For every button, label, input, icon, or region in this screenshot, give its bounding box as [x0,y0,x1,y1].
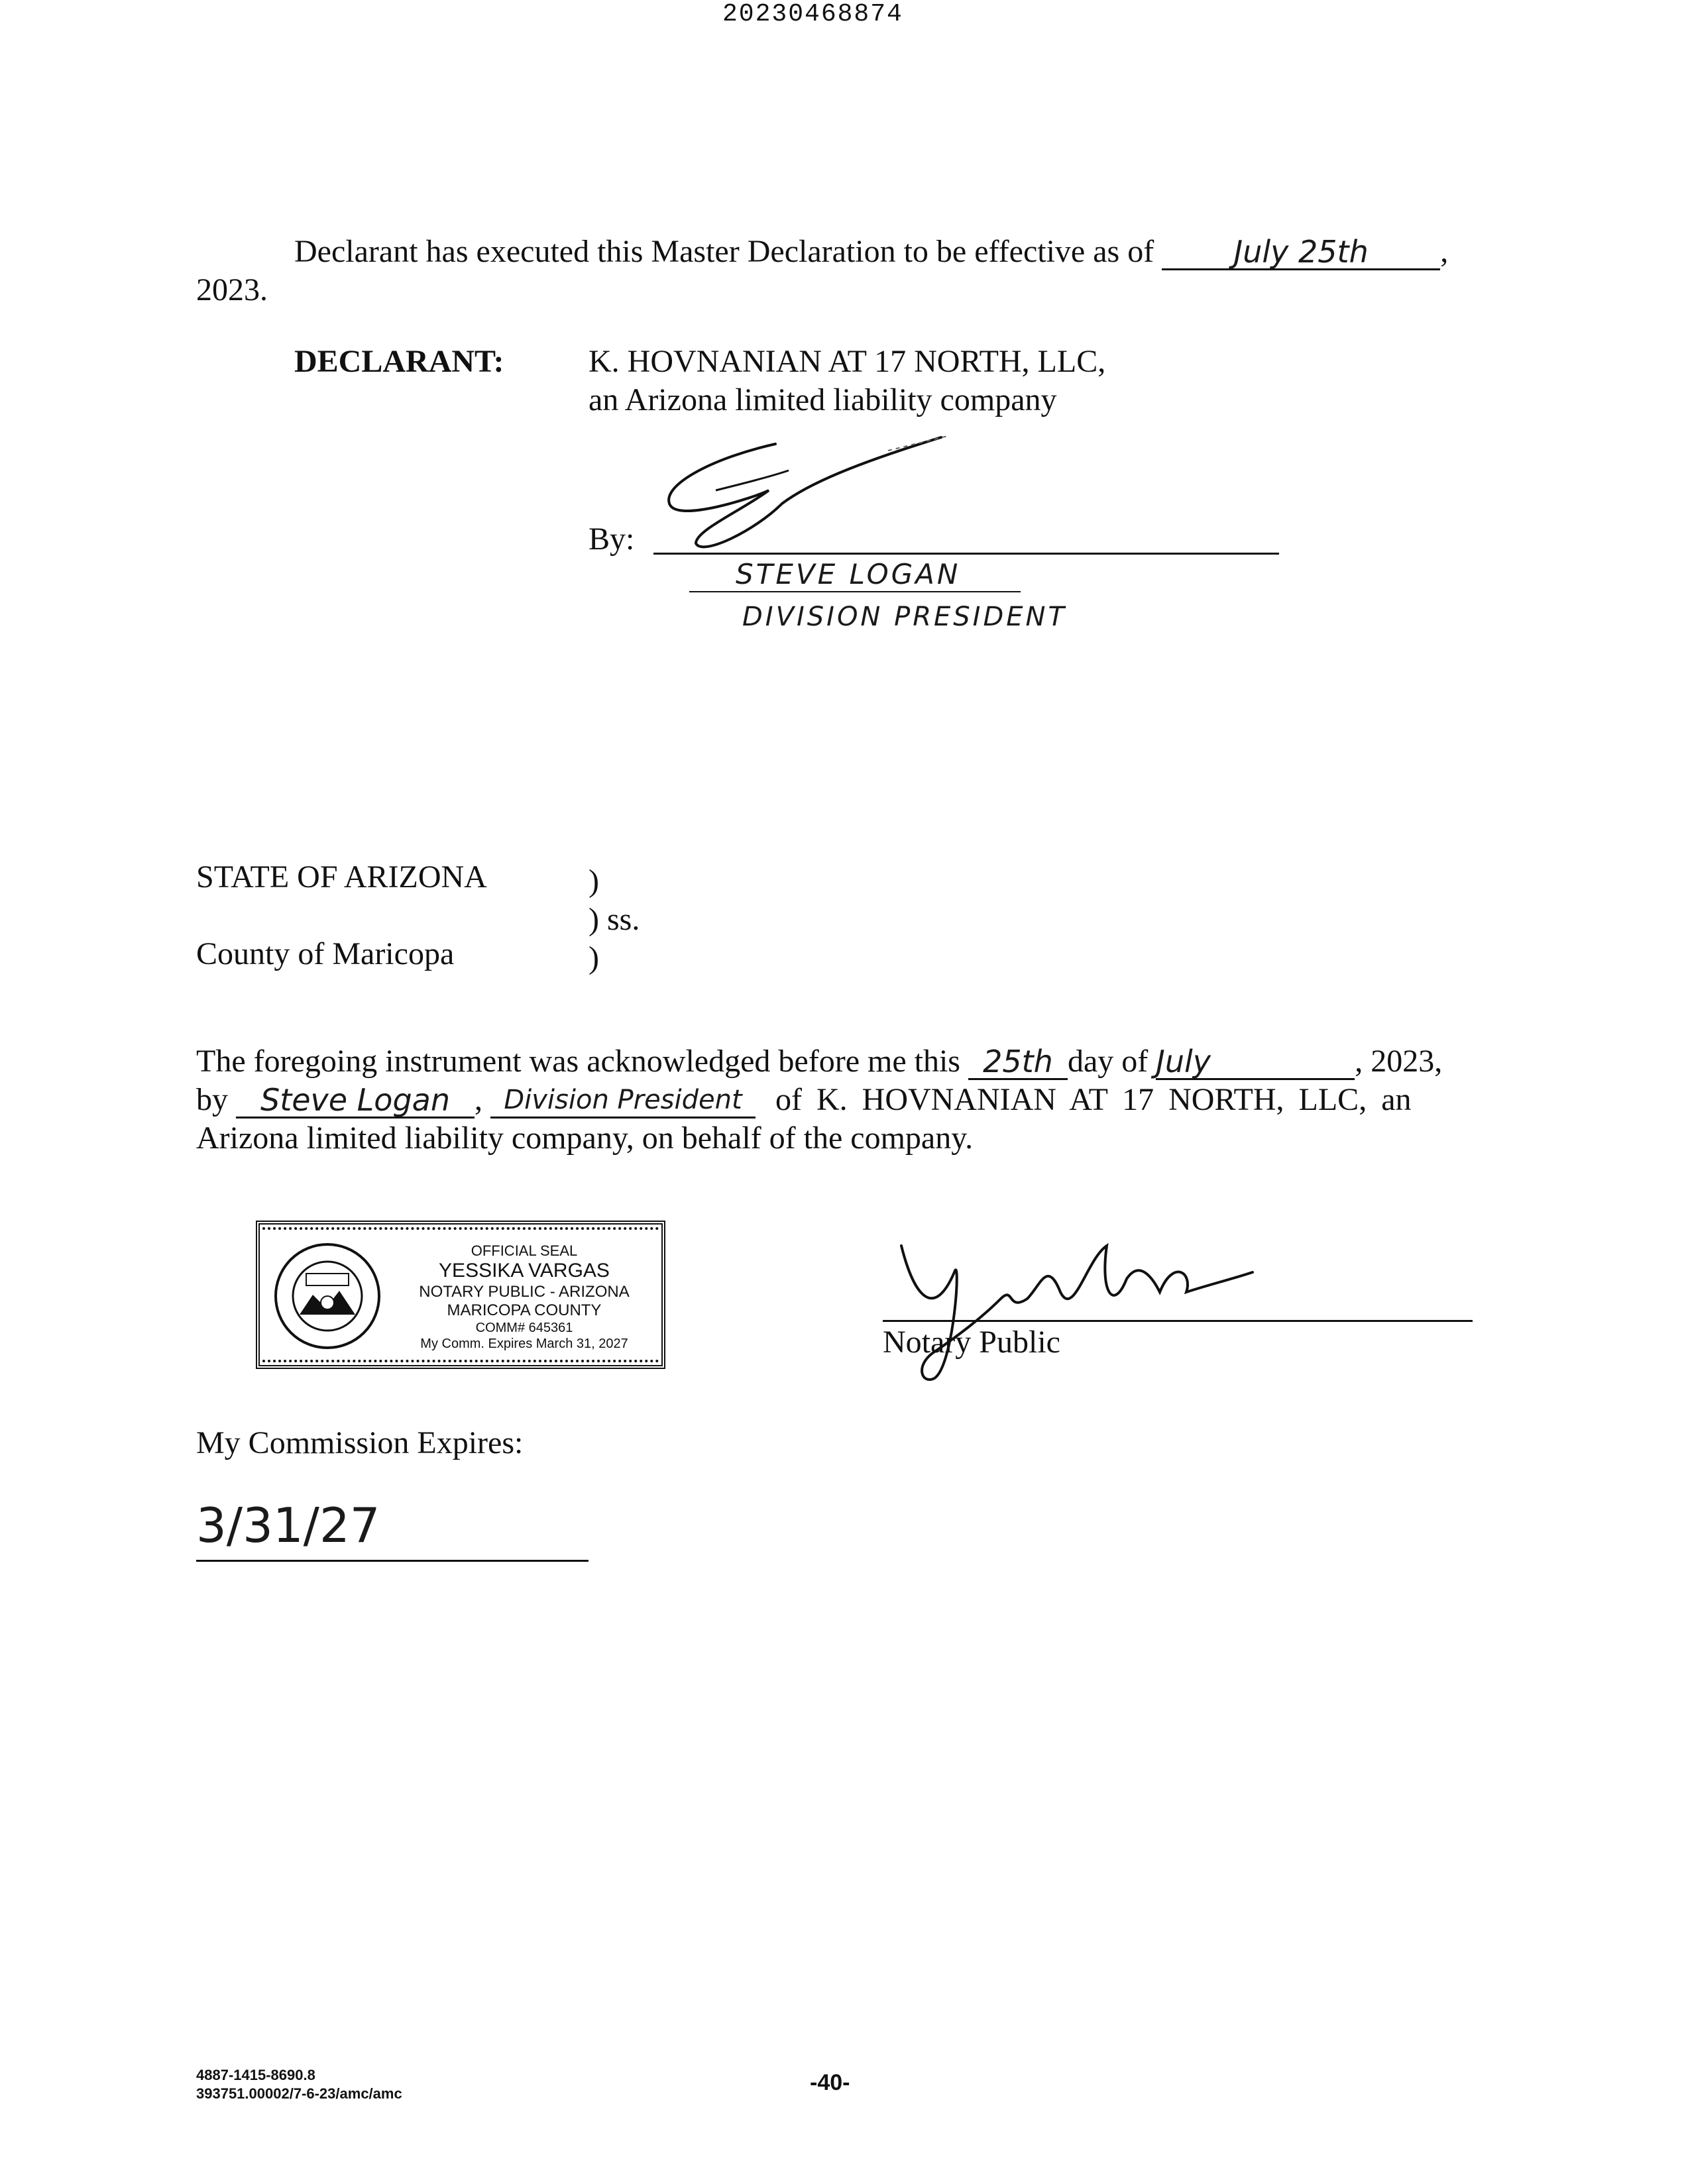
seal-line-notary: NOTARY PUBLIC - ARIZONA [419,1283,630,1301]
declarant-company: K. HOVNANIAN AT 17 NORTH, LLC, [589,344,1106,379]
execution-sentence: Declarant has executed this Master Declaration to be effective as of [294,234,1154,269]
venue-state: STATE OF ARIZONA [196,859,487,895]
commission-expires-label: My Commission Expires: [196,1425,524,1460]
commission-date-handwritten: 3/31/27 [196,1498,380,1553]
acknowledgment-line-1 [196,1043,1442,1080]
by-label: By: [589,521,635,557]
arizona-state-seal-icon [273,1242,382,1350]
notary-public-label: Notary Public [883,1325,1060,1360]
seal-line-name: YESSIKA VARGAS [439,1260,610,1282]
ack-month-handwritten: July [1156,1045,1355,1080]
ack-comma: , [475,1082,482,1117]
recording-number: 20230468874 [722,0,903,28]
page-number: -40- [810,2070,850,2095]
ack-text-1: The foregoing instrument was acknowledged before me this [196,1044,960,1079]
declarant-label: DECLARANT: [294,344,504,379]
signature-line [653,553,1279,555]
execution-year: 2023. [196,272,268,307]
seal-line-county: MARICOPA COUNTY [447,1301,602,1319]
venue-county: County of Maricopa [196,936,455,971]
venue-paren-1: ) [589,863,599,899]
execution-comma: , [1440,234,1449,269]
ack-text-3: , 2023, [1355,1044,1443,1079]
ack-day-handwritten: 25th [968,1045,1068,1080]
venue-paren-3: ) [589,940,599,975]
ack-text-2: day of [1067,1044,1149,1079]
declarant-signature-scribble [636,431,981,563]
notary-signature-scribble [875,1219,1259,1392]
notary-seal-stamp [256,1221,665,1369]
signer-name-handwritten: STEVE LOGAN [736,558,961,590]
seal-line-official: OFFICIAL SEAL [471,1242,578,1259]
commission-date-line [196,1560,589,1562]
ack-text-4: of K. HOVNANIAN AT 17 NORTH, LLC, an [775,1082,1412,1117]
ack-title-handwritten: Division President [490,1083,756,1119]
footer-doc-id-1: 4887-1415-8690.8 [196,2067,315,2083]
signer-title-handwritten: DIVISION PRESIDENT [742,602,1067,632]
notary-signature-line [883,1320,1473,1322]
venue-ss: ) ss. [589,902,640,937]
acknowledgment-line-2 [196,1081,1412,1119]
acknowledgment-line-3: Arizona limited liability company, on behalf of the company. [196,1120,974,1156]
ack-by: by [196,1082,228,1117]
seal-line-commission-number: COMM# 645361 [475,1321,573,1335]
declarant-company-description: an Arizona limited liability company [589,382,1057,417]
footer-doc-id-2: 393751.00002/7-6-23/amc/amc [196,2085,402,2102]
effective-date-handwritten: July 25th [1162,235,1440,270]
execution-paragraph [294,233,1448,270]
seal-line-expiration: My Comm. Expires March 31, 2027 [420,1337,628,1351]
seal-border-top [262,1227,659,1239]
signer-name-underline [689,591,1021,592]
ack-name-handwritten: Steve Logan [236,1083,475,1119]
seal-border-bottom [262,1350,659,1362]
